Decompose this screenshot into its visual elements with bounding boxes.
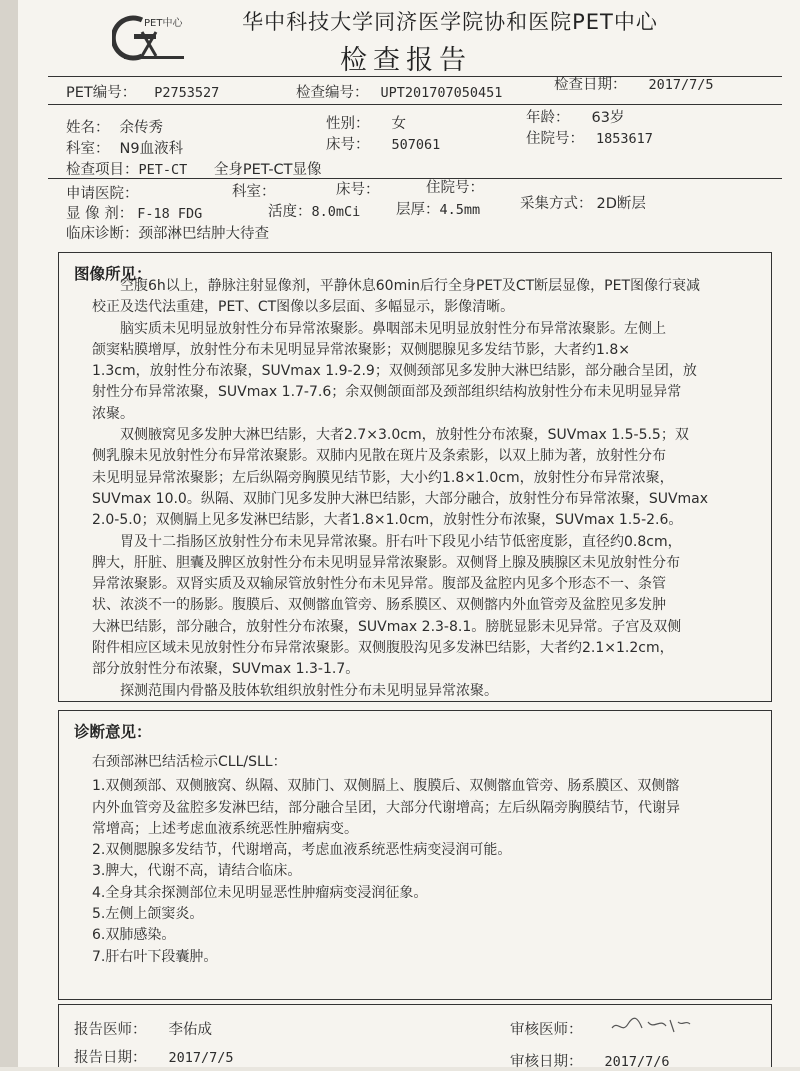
exam-item: 检查项目：PET-CT 全身PET-CT显像 [66,162,322,178]
diagnosis-text [92,752,772,968]
findings-line: 部分放射性分布浓聚，SUVmax 1.3-1.7。 [92,661,360,678]
diagnosis-line: 6.双肺感染。 [92,927,176,944]
findings-line: 脾大，肝脏、胆囊及脾区放射性分布未见明显异常浓聚影。双侧肾上腺及胰腺区未见放射性分布 [92,554,680,571]
diagnosis-line: 常增高；上述考虑血液系统恶性肿瘤病变。 [92,820,358,837]
diagnosis-line: 5.左侧上颌窦炎。 [92,906,204,923]
findings-heading: 图像所见： [74,265,152,283]
diagnosis-line: 7.肝右叶下段囊肿。 [92,948,218,965]
document-title: 检查报告 [340,45,472,76]
hospital-name: 华中科技大学同济医学院协和医院PET中心 [242,10,658,34]
patient-name: 姓名： 余传秀 [66,120,163,136]
diagnosis-line: 1.双侧颈部、双侧腋窝、纵隔、双肺门、双侧膈上、腹膜后、双侧髂血管旁、肠系膜区、双侧髂 [92,778,680,795]
bed-number: 床号： 507061 [326,137,441,153]
report-date: 报告日期： 2017/7/5 [74,1050,234,1066]
findings-line: 颌窦粘膜增厚，放射性分布未见明显异常浓聚影；双侧腮腺见多发结节影，大者约1.8× [92,341,630,358]
patient-age: 年龄： 63岁 [526,110,625,126]
activity: 活度：8.0mCi [268,204,361,220]
findings-line: SUVmax 10.0。纵隔、双肺门见多发肿大淋巴结影，大部分融合，放射性分布异常浓聚，SUVmax [92,490,709,507]
slice-thickness: 层厚：4.5mm [396,202,481,218]
findings-line: 大淋巴结影，部分融合，放射性分布浓聚，SUVmax 2.3-8.1。膀胱显影未见异常。子宫及双侧 [92,618,682,635]
diagnosis-line: 内外血管旁及盆腔多发淋巴结，部分融合呈团，大部分代谢增高；左后纵隔旁胸膜结节，代谢异 [92,799,680,816]
patient-rule [48,178,782,179]
findings-line: 侧乳腺未见放射性分布异常浓聚影。双肺内见散在斑片及条索影，以双上肺为著，放射性分布 [92,448,666,465]
admission-number: 住院号： 1853617 [526,131,653,147]
findings-line: 双侧腋窝见多发肿大淋巴结影，大者2.7×3.0cm，放射性分布浓聚，SUVmax 1.5-5.5；双 [92,427,689,444]
patient-sex: 性别： 女 [326,116,406,132]
diagnosis-line: 2.双侧腮腺多发结节，代谢增高，考虑血液系统恶性病变浸润可能。 [92,842,512,859]
pet-number: PET编号： P2753527 [66,85,220,101]
exam-date: 检查日期： 2017/7/5 [554,77,714,93]
findings-line: 2.0-5.0；双侧膈上见多发淋巴结影，大者1.8×1.0cm，放射性分布浓聚，SUVmax 1.5-2.6。 [92,512,683,529]
exam-number: 检查编号： UPT201707050451 [296,85,503,101]
patient-dept: 科室： N9血液科 [66,141,184,157]
reporting-physician: 报告医师： 李佑成 [74,1022,212,1038]
logo-text: PET中心 [144,18,183,29]
findings-line: 1.3cm，放射性分布浓聚，SUVmax 1.9-2.9；双侧颈部见多发肿大淋巴结影，部分融合呈团，放 [92,363,697,380]
request-hospital-label: 申请医院： [66,186,139,202]
findings-line: 校正及迭代法重建，PET、CT图像以多层面、多幅显示，影像清晰。 [92,299,515,316]
pet-center-logo [112,12,196,62]
findings-line: 脑实质未见明显放射性分布异常浓聚影。鼻咽部未见明显放射性分布异常浓聚影。左侧上 [92,320,666,337]
request-bed-label: 床号： [336,182,380,198]
findings-line: 空腹6h以上，静脉注射显像剂，平静休息60min后行全身PET及CT断层显像，PET图像行衰减 [92,278,700,294]
diagnosis-line: 右颈部淋巴结活检示CLL/SLL： [92,754,287,770]
diagnosis-line: 3.脾大，代谢不高，请结合临床。 [92,863,302,880]
findings-line: 射性分布异常浓聚，SUVmax 1.7-7.6；余双侧颌面部及颈部组织结构放射性分布未见明显异常 [92,384,682,401]
diagnosis-heading: 诊断意见： [74,723,152,741]
request-admission-label: 住院号： [426,180,484,196]
page-shadow [0,0,18,1067]
findings-line: 探测范围内骨骼及肢体软组织放射性分布未见明显异常浓聚。 [92,682,498,699]
clinical-diagnosis: 临床诊断：颈部淋巴结肿大待查 [66,226,269,242]
findings-line: 状、浓淡不一的肠影。腹膜后、双侧髂血管旁、肠系膜区、双侧髂内外血管旁及盆腔见多发肿 [92,597,666,614]
acquisition-mode: 采集方式： 2D断层 [520,196,646,212]
id-rule [48,104,782,105]
findings-line: 未见明显异常浓聚影；左后纵隔旁胸膜见结节影，大小约1.8×1.0cm，放射性分布异常浓聚， [92,469,674,486]
findings-line: 异常浓聚影。双肾实质及双输尿管放射性分布未见异常。腹部及盆腔内见多个形态不一、条管 [92,576,666,593]
findings-line: 浓聚。 [92,405,134,422]
imaging-agent: 显 像 剂： F-18 FDG [66,206,203,222]
findings-text [92,276,764,702]
reviewer-signature [608,1014,692,1038]
request-dept-label: 科室： [232,184,276,200]
review-date: 审核日期： 2017/7/6 [510,1054,670,1070]
reviewing-physician-label: 审核医师： [510,1022,583,1038]
diagnosis-line: 4.全身其余探测部位未见明显恶性肿瘤病变浸润征象。 [92,884,428,901]
findings-line: 附件相应区域未见放射性分布异常浓聚影。双侧腹股沟见多发淋巴结影，大者约2.1×1.2cm， [92,640,674,657]
findings-line: 胃及十二指肠区放射性分布未见异常浓聚。肝右叶下段见小结节低密度影，直径约0.8cm， [92,533,682,550]
